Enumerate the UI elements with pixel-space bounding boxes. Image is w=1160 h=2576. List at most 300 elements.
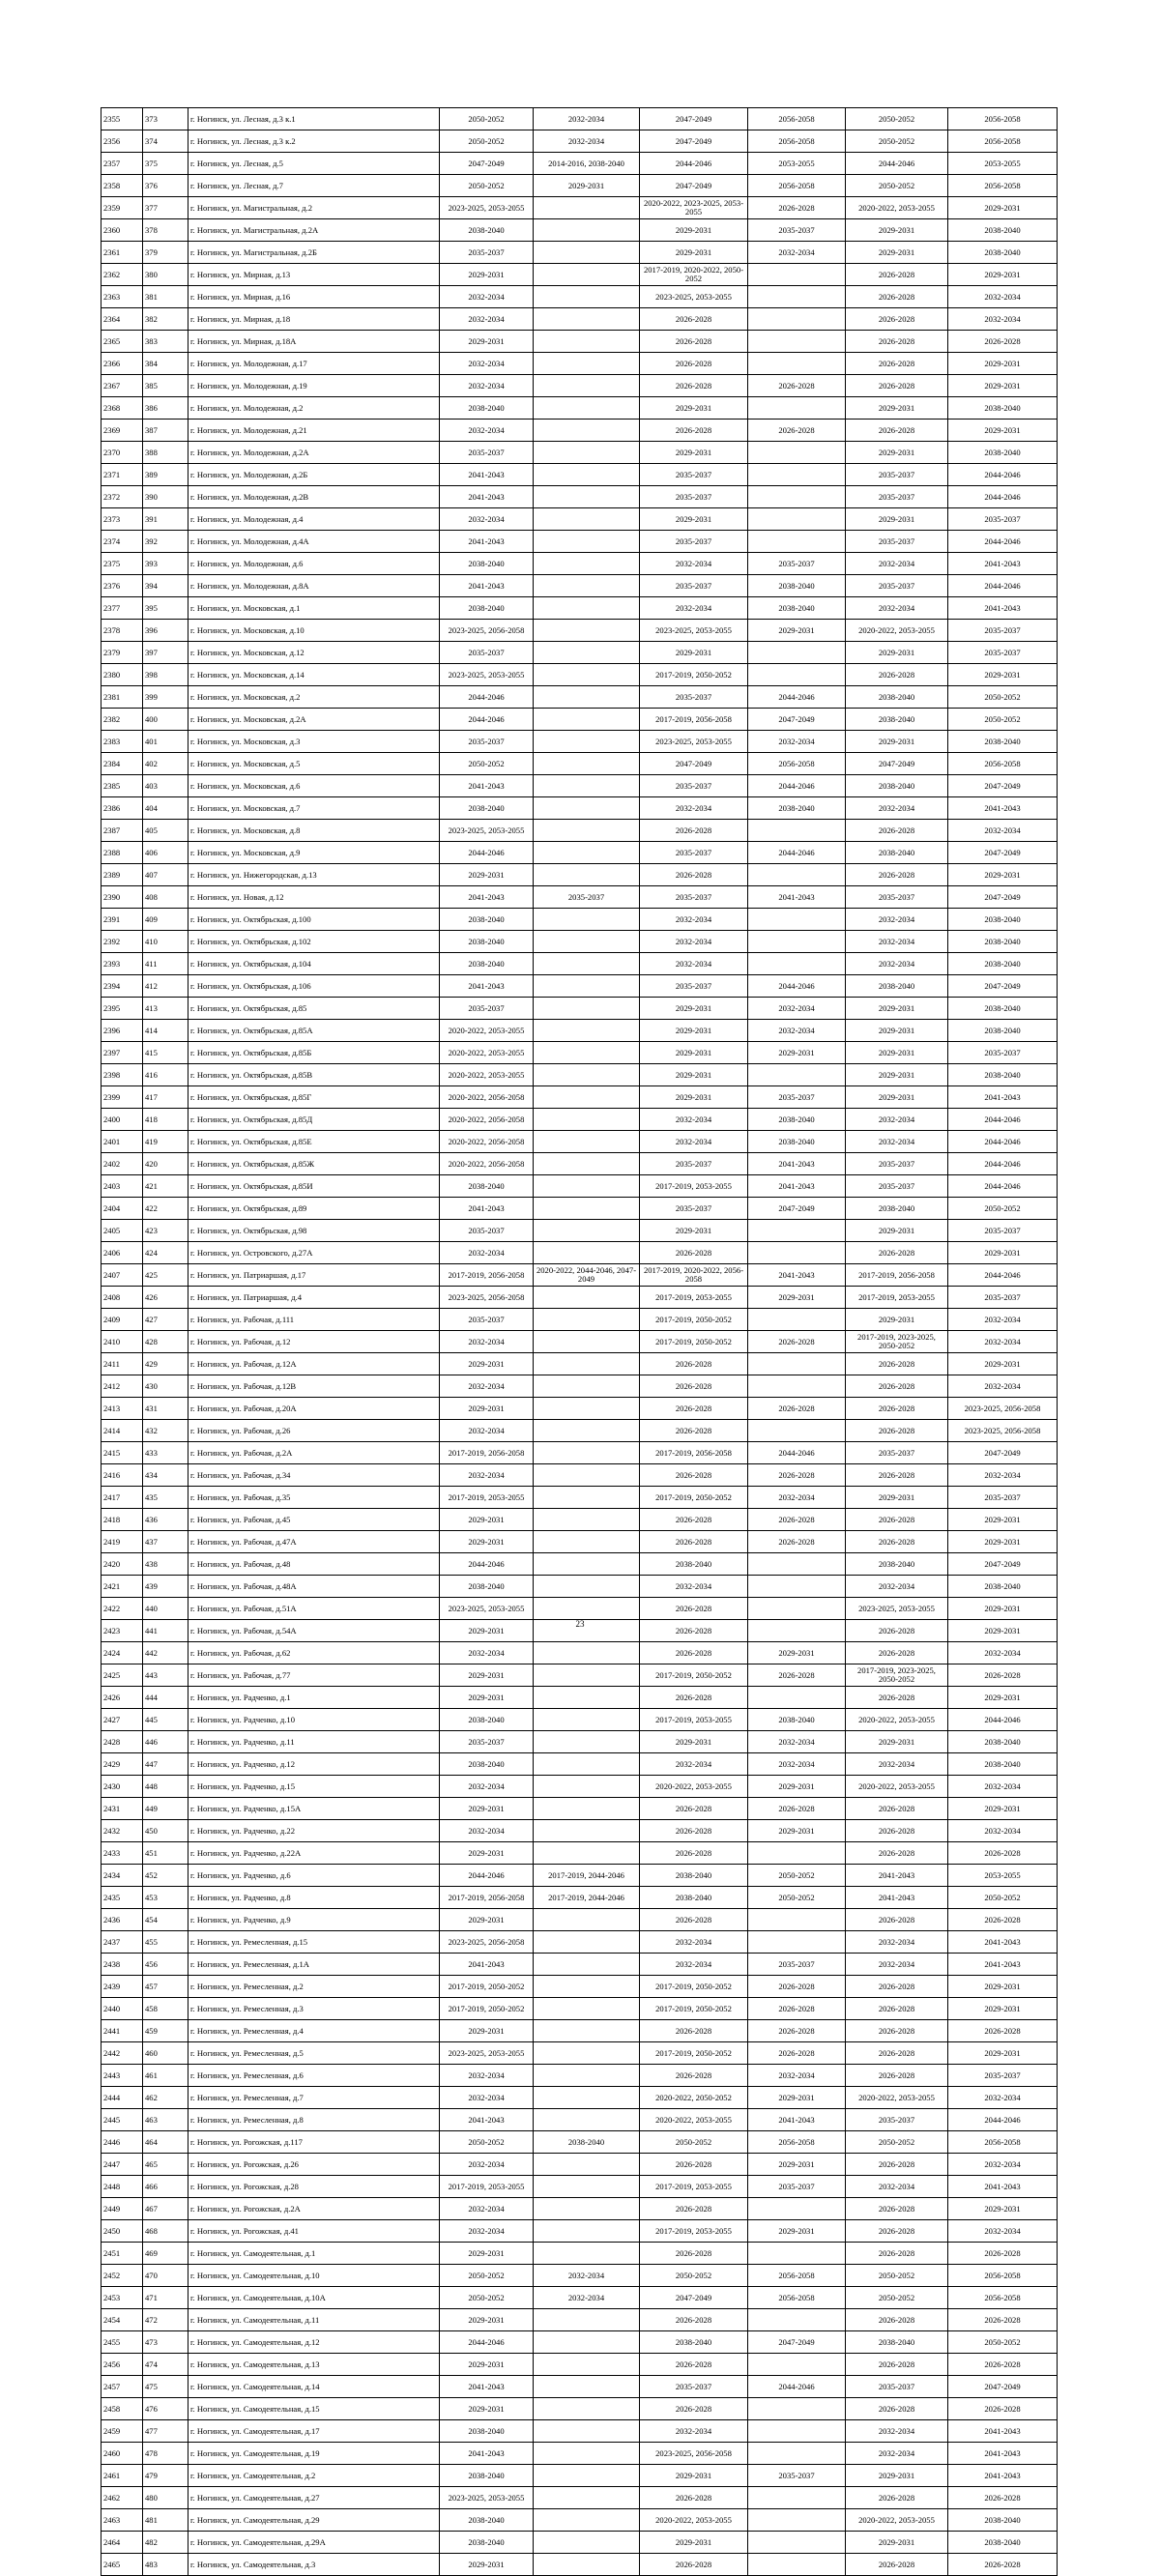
col-a-cell: 2044-2046 [440,1553,534,1576]
col-a-cell: 2023-2025, 2053-2055 [440,197,534,219]
col-a-cell: 2032-2034 [440,1642,534,1664]
col-d-cell: 2047-2049 [748,2331,846,2354]
col-c-cell: 2026-2028 [640,2487,748,2509]
col-f-cell: 2050-2052 [948,709,1058,731]
address-cell: г. Ногинск, ул. Московская, д.1 [188,597,440,620]
col-e-cell: 2050-2052 [846,175,948,197]
address-cell: г. Ногинск, ул. Самодеятельная, д.29А [188,2532,440,2554]
col-b-cell [534,1487,640,1509]
col-c-cell: 2026-2028 [640,1687,748,1709]
col-f-cell: 2044-2046 [948,1109,1058,1131]
col-e-cell: 2032-2034 [846,1753,948,1776]
col-b-cell [534,2487,640,2509]
col-b-cell [534,1086,640,1109]
table-row [102,442,1058,464]
col-c-cell: 2047-2049 [640,108,748,130]
col-c-cell: 2026-2028 [640,2154,748,2176]
object-number-cell: 481 [143,2509,188,2532]
row-index-cell: 2445 [102,2109,143,2131]
col-b-cell [534,1531,640,1553]
col-d-cell: 2026-2028 [748,375,846,397]
col-c-cell: 2026-2028 [640,1398,748,1420]
col-c-cell: 2017-2019, 2053-2055 [640,2220,748,2243]
col-d-cell: 2056-2058 [748,2287,846,2309]
col-a-cell: 2020-2022, 2053-2055 [440,1020,534,1042]
row-index-cell: 2368 [102,397,143,420]
col-f-cell: 2044-2046 [948,1131,1058,1153]
col-b-cell: 2032-2034 [534,130,640,153]
table-row [102,1842,1058,1865]
table-row [102,1931,1058,1954]
object-number-cell: 482 [143,2532,188,2554]
address-cell: г. Ногинск, ул. Октябрьская, д.102 [188,931,440,953]
col-c-cell: 2026-2028 [640,1375,748,1398]
address-cell: г. Ногинск, ул. Московская, д.2А [188,709,440,731]
object-number-cell: 387 [143,420,188,442]
row-index-cell: 2421 [102,1576,143,1598]
col-e-cell: 2038-2040 [846,975,948,998]
col-c-cell: 2047-2049 [640,175,748,197]
col-a-cell: 2035-2037 [440,731,534,753]
table-row [102,2398,1058,2420]
col-b-cell [534,1509,640,1531]
col-a-cell: 2038-2040 [440,219,534,242]
col-b-cell [534,1064,640,1086]
col-f-cell: 2035-2037 [948,642,1058,664]
object-number-cell: 425 [143,1264,188,1287]
col-b-cell [534,2042,640,2065]
table-row [102,464,1058,486]
col-b-cell [534,1598,640,1620]
col-c-cell: 2017-2019, 2050-2052 [640,1664,748,1687]
col-b-cell [534,2198,640,2220]
col-d-cell: 2026-2028 [748,1798,846,1820]
col-a-cell: 2050-2052 [440,2265,534,2287]
row-index-cell: 2356 [102,130,143,153]
col-b-cell [534,1464,640,1487]
col-f-cell: 2044-2046 [948,531,1058,553]
col-d-cell [748,286,846,308]
col-f-cell: 2038-2040 [948,1064,1058,1086]
address-cell: г. Ногинск, ул. Мирная, д.16 [188,286,440,308]
col-e-cell: 2029-2031 [846,998,948,1020]
col-b-cell [534,1242,640,1264]
col-f-cell: 2044-2046 [948,1264,1058,1287]
col-f-cell: 2032-2034 [948,1331,1058,1353]
col-d-cell: 2029-2031 [748,2154,846,2176]
address-cell: г. Ногинск, ул. Рабочая, д.20А [188,1398,440,1420]
col-b-cell [534,2398,640,2420]
col-f-cell: 2038-2040 [948,2532,1058,2554]
col-b-cell [534,2154,640,2176]
address-cell: г. Ногинск, ул. Рабочая, д.47А [188,1531,440,1553]
object-number-cell: 474 [143,2354,188,2376]
col-e-cell: 2032-2034 [846,953,948,975]
col-a-cell: 2050-2052 [440,108,534,130]
col-b-cell [534,1175,640,1198]
row-index-cell: 2415 [102,1442,143,1464]
col-b-cell [534,2020,640,2042]
object-number-cell: 434 [143,1464,188,1487]
col-d-cell [748,2309,846,2331]
address-cell: г. Ногинск, ул. Самодеятельная, д.12 [188,2331,440,2354]
col-b-cell [534,953,640,975]
col-e-cell: 2026-2028 [846,1820,948,1842]
object-number-cell: 447 [143,1753,188,1776]
table-row [102,2465,1058,2487]
col-c-cell: 2026-2028 [640,1909,748,1931]
address-cell: г. Ногинск, ул. Молодежная, д.2Б [188,464,440,486]
col-d-cell: 2044-2046 [748,775,846,797]
address-cell: г. Ногинск, ул. Ремесленная, д.15 [188,1931,440,1954]
col-b-cell: 2035-2037 [534,886,640,909]
col-b-cell [534,731,640,753]
col-f-cell: 2035-2037 [948,1042,1058,1064]
col-c-cell: 2026-2028 [640,1620,748,1642]
address-cell: г. Ногинск, ул. Патриаршая, д.17 [188,1264,440,1287]
object-number-cell: 457 [143,1976,188,1998]
col-f-cell: 2032-2034 [948,1776,1058,1798]
col-d-cell: 2032-2034 [748,1753,846,1776]
col-a-cell: 2023-2025, 2053-2055 [440,2487,534,2509]
row-index-cell: 2460 [102,2443,143,2465]
col-a-cell: 2032-2034 [440,1375,534,1398]
col-f-cell: 2032-2034 [948,820,1058,842]
address-cell: г. Ногинск, ул. Молодежная, д.8А [188,575,440,597]
col-c-cell: 2044-2046 [640,153,748,175]
col-a-cell: 2041-2043 [440,2109,534,2131]
address-cell: г. Ногинск, ул. Патриаршая, д.4 [188,1287,440,1309]
col-e-cell: 2041-2043 [846,1887,948,1909]
table-row [102,1954,1058,1976]
col-f-cell: 2044-2046 [948,1175,1058,1198]
col-e-cell: 2026-2028 [846,420,948,442]
row-index-cell: 2450 [102,2220,143,2243]
col-e-cell: 2026-2028 [846,1642,948,1664]
col-f-cell: 2035-2037 [948,1287,1058,1309]
row-index-cell: 2463 [102,2509,143,2532]
col-d-cell [748,264,846,286]
col-a-cell: 2038-2040 [440,953,534,975]
col-e-cell: 2032-2034 [846,2420,948,2443]
col-f-cell: 2056-2058 [948,2265,1058,2287]
col-f-cell: 2041-2043 [948,2176,1058,2198]
row-index-cell: 2386 [102,797,143,820]
col-e-cell: 2032-2034 [846,1576,948,1598]
col-a-cell: 2017-2019, 2056-2058 [440,1887,534,1909]
col-b-cell [534,420,640,442]
address-cell: г. Ногинск, ул. Рабочая, д.54А [188,1620,440,1642]
table-row [102,1042,1058,1064]
col-c-cell: 2017-2019, 2053-2055 [640,2176,748,2198]
row-index-cell: 2357 [102,153,143,175]
col-e-cell: 2026-2028 [846,2309,948,2331]
col-b-cell [534,197,640,219]
col-c-cell: 2029-2031 [640,998,748,1020]
col-a-cell: 2032-2034 [440,2065,534,2087]
col-f-cell: 2044-2046 [948,575,1058,597]
address-cell: г. Ногинск, ул. Лесная, д.7 [188,175,440,197]
col-e-cell: 2020-2022, 2053-2055 [846,1776,948,1798]
row-index-cell: 2424 [102,1642,143,1664]
object-number-cell: 476 [143,2398,188,2420]
col-f-cell: 2041-2043 [948,1954,1058,1976]
col-a-cell: 2020-2022, 2056-2058 [440,1131,534,1153]
address-cell: г. Ногинск, ул. Молодежная, д.17 [188,353,440,375]
object-number-cell: 419 [143,1131,188,1153]
col-f-cell: 2026-2028 [948,2243,1058,2265]
col-c-cell: 2038-2040 [640,2331,748,2354]
col-b-cell [534,975,640,998]
col-a-cell: 2029-2031 [440,1531,534,1553]
col-a-cell: 2038-2040 [440,553,534,575]
address-cell: г. Ногинск, ул. Самодеятельная, д.3 [188,2554,440,2576]
col-a-cell: 2032-2034 [440,420,534,442]
address-cell: г. Ногинск, ул. Рабочая, д.12 [188,1331,440,1353]
address-cell: г. Ногинск, ул. Радченко, д.15А [188,1798,440,1820]
col-c-cell: 2017-2019, 2050-2052 [640,2042,748,2065]
col-c-cell: 2032-2034 [640,1109,748,1131]
row-index-cell: 2380 [102,664,143,686]
object-number-cell: 405 [143,820,188,842]
col-e-cell: 2026-2028 [846,331,948,353]
col-b-cell [534,864,640,886]
col-d-cell [748,2354,846,2376]
col-e-cell: 2017-2019, 2023-2025, 2050-2052 [846,1331,948,1353]
table-row [102,1109,1058,1131]
col-a-cell: 2023-2025, 2053-2055 [440,2042,534,2065]
col-d-cell: 2029-2031 [748,1820,846,1842]
col-e-cell: 2020-2022, 2053-2055 [846,2087,948,2109]
table-row [102,531,1058,553]
col-d-cell [748,1375,846,1398]
col-d-cell: 2029-2031 [748,1287,846,1309]
table-row [102,1709,1058,1731]
row-index-cell: 2454 [102,2309,143,2331]
row-index-cell: 2464 [102,2532,143,2554]
col-c-cell: 2023-2025, 2053-2055 [640,620,748,642]
row-index-cell: 2429 [102,1753,143,1776]
address-cell: г. Ногинск, ул. Островского, д.27А [188,1242,440,1264]
col-d-cell: 2047-2049 [748,709,846,731]
row-index-cell: 2397 [102,1042,143,1064]
row-index-cell: 2444 [102,2087,143,2109]
col-b-cell [534,2065,640,2087]
address-cell: г. Ногинск, ул. Октябрьская, д.100 [188,909,440,931]
col-b-cell [534,1420,640,1442]
table-row [102,1887,1058,1909]
table-row [102,2042,1058,2065]
col-d-cell [748,464,846,486]
col-c-cell: 2026-2028 [640,1509,748,1531]
col-e-cell: 2026-2028 [846,2398,948,2420]
col-a-cell: 2029-2031 [440,1664,534,1687]
col-f-cell: 2047-2049 [948,975,1058,998]
col-e-cell: 2029-2031 [846,1309,948,1331]
col-d-cell [748,2532,846,2554]
col-a-cell: 2035-2037 [440,998,534,1020]
col-c-cell: 2032-2034 [640,931,748,953]
col-f-cell: 2041-2043 [948,2420,1058,2443]
col-f-cell: 2056-2058 [948,108,1058,130]
row-index-cell: 2426 [102,1687,143,1709]
col-e-cell: 2035-2037 [846,531,948,553]
row-index-cell: 2452 [102,2265,143,2287]
object-number-cell: 374 [143,130,188,153]
table-row [102,486,1058,508]
address-cell: г. Ногинск, ул. Радченко, д.8 [188,1887,440,1909]
col-b-cell [534,331,640,353]
col-f-cell: 2038-2040 [948,2509,1058,2532]
address-cell: г. Ногинск, ул. Октябрьская, д.106 [188,975,440,998]
col-a-cell: 2023-2025, 2053-2055 [440,820,534,842]
col-a-cell: 2029-2031 [440,1353,534,1375]
address-cell: г. Ногинск, ул. Радченко, д.22 [188,1820,440,1842]
col-b-cell [534,1664,640,1687]
col-f-cell: 2032-2034 [948,2154,1058,2176]
col-a-cell: 2032-2034 [440,1820,534,1842]
col-d-cell: 2026-2028 [748,1509,846,1531]
col-f-cell: 2032-2034 [948,286,1058,308]
object-number-cell: 404 [143,797,188,820]
col-c-cell: 2017-2019, 2053-2055 [640,1175,748,1198]
col-a-cell: 2041-2043 [440,575,534,597]
table-row [102,1509,1058,1531]
col-c-cell: 2026-2028 [640,308,748,331]
col-b-cell [534,1687,640,1709]
table-row [102,130,1058,153]
address-cell: г. Ногинск, ул. Рабочая, д.45 [188,1509,440,1531]
col-d-cell [748,1309,846,1331]
table-row [102,2376,1058,2398]
address-cell: г. Ногинск, ул. Рабочая, д.12В [188,1375,440,1398]
col-a-cell: 2029-2031 [440,2398,534,2420]
col-d-cell: 2032-2034 [748,1020,846,1042]
col-a-cell: 2038-2040 [440,1753,534,1776]
col-e-cell: 2032-2034 [846,2176,948,2198]
col-c-cell: 2023-2025, 2053-2055 [640,731,748,753]
row-index-cell: 2389 [102,864,143,886]
col-e-cell: 2038-2040 [846,709,948,731]
object-number-cell: 446 [143,1731,188,1753]
object-number-cell: 469 [143,2243,188,2265]
col-e-cell: 2050-2052 [846,130,948,153]
col-d-cell [748,397,846,420]
col-b-cell [534,842,640,864]
col-c-cell: 2026-2028 [640,1353,748,1375]
col-f-cell: 2035-2037 [948,1220,1058,1242]
table-row [102,1487,1058,1509]
col-d-cell: 2026-2028 [748,2020,846,2042]
col-d-cell: 2038-2040 [748,797,846,820]
col-e-cell: 2029-2031 [846,1220,948,1242]
col-d-cell: 2032-2034 [748,1487,846,1509]
object-number-cell: 439 [143,1576,188,1598]
address-cell: г. Ногинск, ул. Рогожская, д.28 [188,2176,440,2198]
address-cell: г. Ногинск, ул. Самодеятельная, д.10 [188,2265,440,2287]
col-f-cell: 2041-2043 [948,797,1058,820]
col-a-cell: 2023-2025, 2056-2058 [440,620,534,642]
col-b-cell [534,508,640,531]
col-c-cell: 2029-2031 [640,1064,748,1086]
col-d-cell: 2026-2028 [748,1464,846,1487]
object-number-cell: 413 [143,998,188,1020]
row-index-cell: 2451 [102,2243,143,2265]
table-row [102,2243,1058,2265]
col-a-cell: 2038-2040 [440,2465,534,2487]
address-cell: г. Ногинск, ул. Молодежная, д.6 [188,553,440,575]
row-index-cell: 2420 [102,1553,143,1576]
address-cell: г. Ногинск, ул. Радченко, д.10 [188,1709,440,1731]
table-row [102,931,1058,953]
col-a-cell: 2038-2040 [440,931,534,953]
col-f-cell: 2041-2043 [948,597,1058,620]
col-f-cell: 2026-2028 [948,2487,1058,2509]
row-index-cell: 2434 [102,1865,143,1887]
col-e-cell: 2026-2028 [846,1353,948,1375]
col-d-cell [748,1064,846,1086]
col-d-cell [748,864,846,886]
col-e-cell: 2026-2028 [846,2243,948,2265]
object-number-cell: 398 [143,664,188,686]
col-c-cell: 2017-2019, 2056-2058 [640,1442,748,1464]
col-c-cell: 2047-2049 [640,753,748,775]
col-c-cell: 2029-2031 [640,2532,748,2554]
col-c-cell: 2032-2034 [640,1131,748,1153]
table-row [102,842,1058,864]
col-d-cell [748,1598,846,1620]
col-e-cell: 2029-2031 [846,731,948,753]
col-a-cell: 2032-2034 [440,1420,534,1442]
object-number-cell: 435 [143,1487,188,1509]
object-number-cell: 381 [143,286,188,308]
address-cell: г. Ногинск, ул. Самодеятельная, д.13 [188,2354,440,2376]
col-c-cell: 2026-2028 [640,864,748,886]
row-index-cell: 2358 [102,175,143,197]
address-cell: г. Ногинск, ул. Самодеятельная, д.2 [188,2465,440,2487]
col-f-cell: 2044-2046 [948,1709,1058,1731]
address-cell: г. Ногинск, ул. Московская, д.12 [188,642,440,664]
table-row [102,1131,1058,1153]
col-b-cell [534,686,640,709]
col-a-cell: 2038-2040 [440,797,534,820]
address-cell: г. Ногинск, ул. Магистральная, д.2Б [188,242,440,264]
col-a-cell: 2032-2034 [440,353,534,375]
col-b-cell [534,931,640,953]
row-index-cell: 2414 [102,1420,143,1442]
object-number-cell: 414 [143,1020,188,1042]
col-b-cell [534,1931,640,1954]
address-cell: г. Ногинск, ул. Самодеятельная, д.14 [188,2376,440,2398]
col-b-cell [534,1820,640,1842]
address-cell: г. Ногинск, ул. Ремесленная, д.5 [188,2042,440,2065]
col-e-cell: 2026-2028 [846,1375,948,1398]
col-e-cell: 2026-2028 [846,2220,948,2243]
object-number-cell: 383 [143,331,188,353]
row-index-cell: 2439 [102,1976,143,1998]
col-a-cell: 2038-2040 [440,2532,534,2554]
col-c-cell: 2029-2031 [640,2465,748,2487]
address-cell: г. Ногинск, ул. Московская, д.2 [188,686,440,709]
col-d-cell: 2029-2031 [748,2087,846,2109]
col-a-cell: 2032-2034 [440,1242,534,1264]
address-cell: г. Ногинск, ул. Молодежная, д.2 [188,397,440,420]
table-row [102,1776,1058,1798]
col-a-cell: 2035-2037 [440,1731,534,1753]
col-e-cell: 2020-2022, 2053-2055 [846,2509,948,2532]
col-a-cell: 2044-2046 [440,709,534,731]
row-index-cell: 2403 [102,1175,143,1198]
